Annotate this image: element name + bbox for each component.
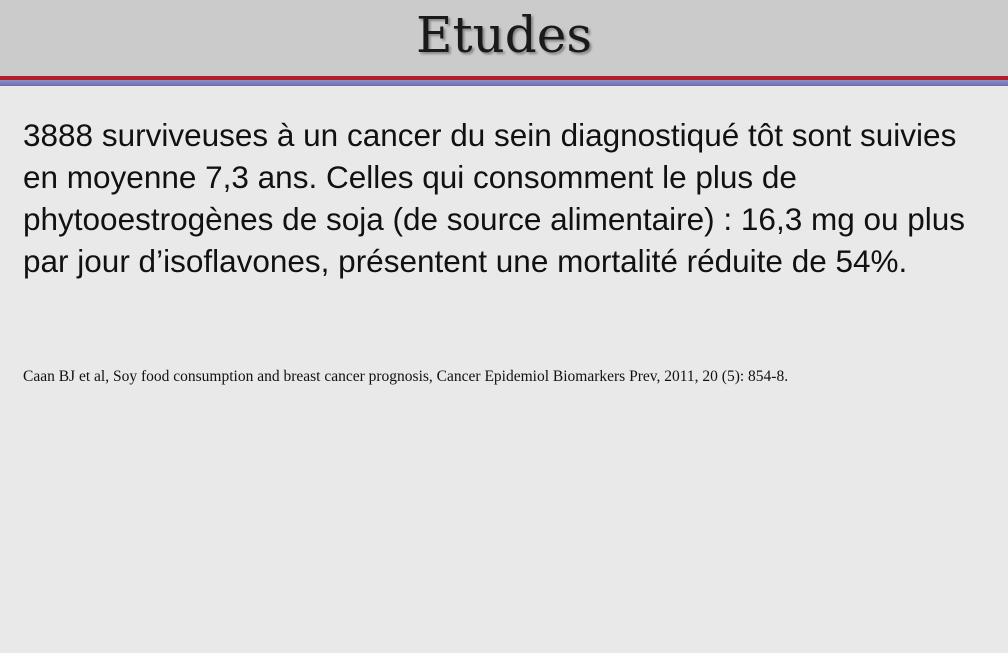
title-divider-blue bbox=[0, 80, 1008, 86]
slide-title: Etudes bbox=[415, 6, 593, 64]
slide-body-text: 3888 surviveuses à un cancer du sein diagnostiqué tôt sont suivies en moyenne 7,3 ans. Celles qui consomment le plus de phytooestrogènes de soja (de source alimentaire) : 16,3 mg ou plus par jour d’isoflavones, présentent une mortalité réduite de 54%. bbox=[23, 117, 966, 279]
title-bar bbox=[0, 0, 1008, 76]
citation-reference: Caan BJ et al, Soy food consumption and breast cancer prognosis, Cancer Epidemiol Biomarkers Prev, 2011, 20 (5): 854-8. bbox=[23, 368, 789, 385]
